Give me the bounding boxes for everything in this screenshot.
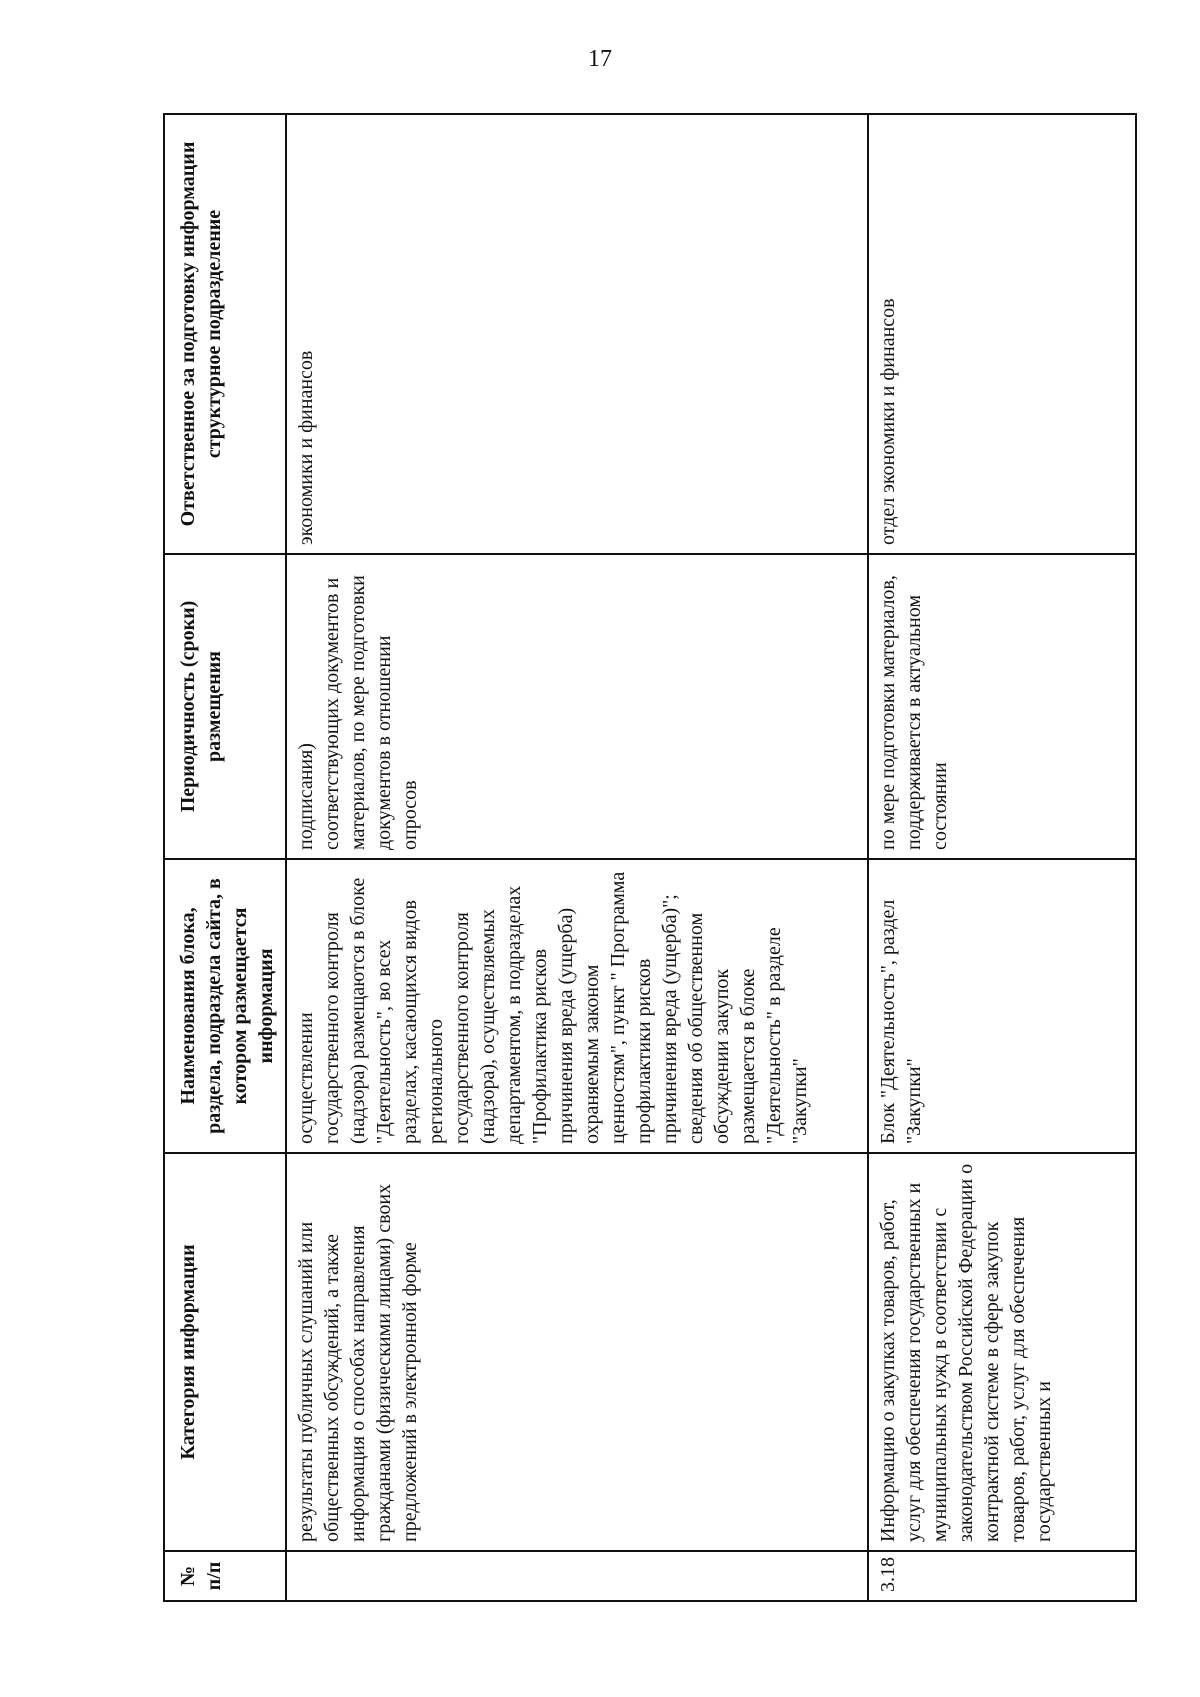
- cell-num: [286, 1551, 868, 1601]
- cell-block: осуществлении государственного контроля (надзора) размещаются в блоке "Деятельность", во всех разделах, касающихся видов регионального государственного контроля (надзора), осуществляемых департаментом, в подразделах "Профилактика рисков причинения вреда (ущерба) охраняемым законом ценностям", пункт " Программа профилактики рисков причинения вреда (ущерба)"; сведения об общественном обсуждении закупок размещается в блоке "Деятельность" в разделе "Закупки": [286, 859, 868, 1153]
- header-periodicity: Периодичность (сроки) размещения: [164, 554, 286, 859]
- cell-category: Информацию о закупках товаров, работ, услуг для обеспечения государственных и муниципальных нужд в соответствии с законодательством Российской Федерации о контрактной системе в сфере закупок товаров, работ, услуг для обеспечения государственных и: [868, 1153, 1136, 1551]
- cell-responsible: экономики и финансов: [286, 114, 868, 554]
- rotated-sheet: [163, 115, 1133, 1602]
- cell-responsible: отдел экономики и финансов: [868, 114, 1136, 554]
- header-block: Наименования блока, раздела, подраздела сайта, в котором размещается информация: [164, 859, 286, 1153]
- cell-block: Блок "Деятельность", раздел "Закупки": [868, 859, 1136, 1153]
- cell-periodicity: подписания) соответствующих документов и материалов, по мере подготовки документов в отношении опросов: [286, 554, 868, 859]
- table-row: [286, 114, 868, 1601]
- header-num: № п/п: [164, 1551, 286, 1601]
- cell-num: 3.18: [868, 1551, 1136, 1601]
- header-responsible: Ответственное за подготовку информации структурное подразделение: [164, 114, 286, 554]
- page-number: 17: [588, 46, 612, 72]
- info-table: [163, 113, 1137, 1602]
- cell-periodicity: по мере подготовки материалов, поддерживается в актуальном состоянии: [868, 554, 1136, 859]
- cell-category: результаты публичных слушаний или общественных обсуждений, а также информация о способах направления гражданами (физическими лицами) своих предложений в электронной форме: [286, 1153, 868, 1551]
- table-row: [868, 114, 1136, 1601]
- header-category: Категория информации: [164, 1153, 286, 1551]
- table-header-row: [164, 114, 286, 1601]
